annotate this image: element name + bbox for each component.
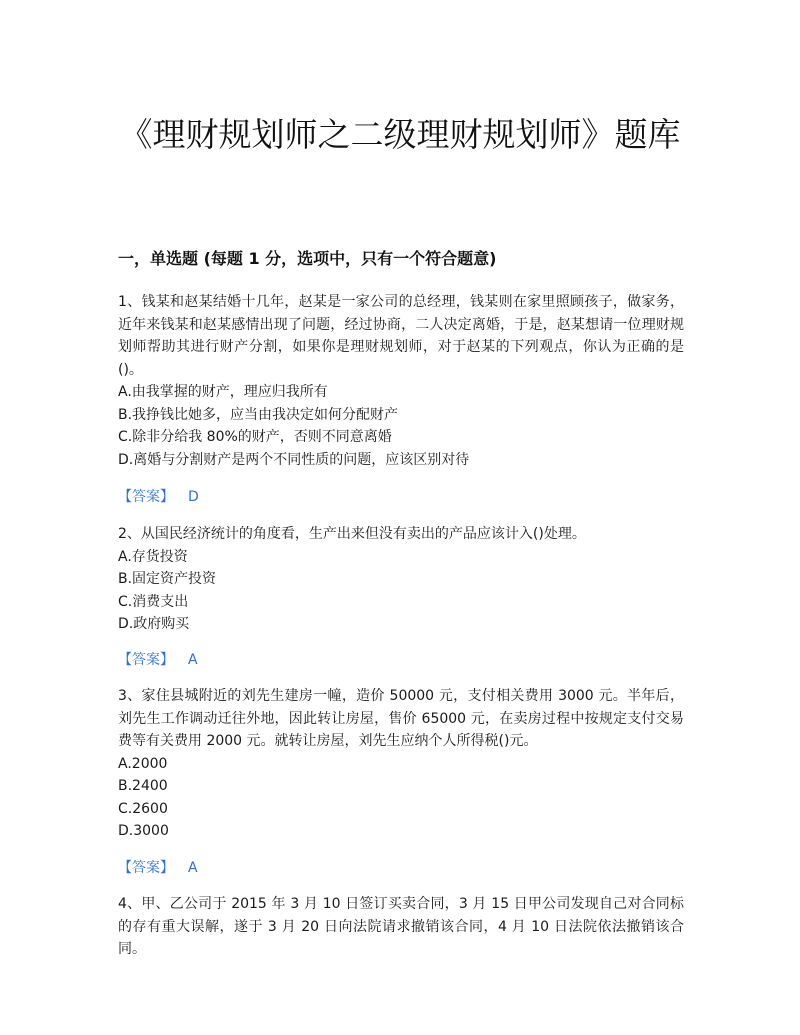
option-b: B.我挣钱比她多，应当由我决定如何分配财产 — [118, 406, 399, 423]
section-heading: 一，单选题 (每题 1 分，选项中，只有一个符合题意) — [118, 249, 497, 268]
answer-tag: 【答案】 — [118, 652, 174, 668]
option-b: B.固定资产投资 — [118, 571, 217, 587]
answer-value: A — [188, 860, 198, 876]
question-1 — [118, 291, 684, 471]
answer-value: D — [188, 489, 199, 505]
question-stem: 1、钱某和赵某结婚十几年，赵某是一家公司的总经理，钱某则在家里照顾孩子，做家务，近年来钱某和赵某感情出现了问题，经过协商，二人决定离婚，于是，赵某想请一位理财规划师帮助其进行财产分割，如果你是理财规划师，对于赵某的下列观点，你认为正确的是()。 — [118, 294, 684, 378]
option-a: A.存货投资 — [118, 548, 188, 565]
option-a: A.由我掌握的财产，理应归我所有 — [118, 384, 328, 400]
option-d: D.政府购买 — [118, 616, 190, 632]
question-4 — [118, 893, 684, 961]
answer-line-1 — [118, 487, 199, 507]
answer-tag: 【答案】 — [118, 489, 174, 505]
option-d: D.离婚与分割财产是两个不同性质的问题，应该区别对待 — [118, 451, 470, 468]
option-d: D.3000 — [118, 823, 169, 839]
option-c: C.消费支出 — [118, 593, 189, 610]
option-c: C.除非分给我 80%的财产，否则不同意离婚 — [118, 429, 392, 445]
answer-value: A — [188, 652, 198, 668]
question-2 — [118, 523, 684, 636]
question-stem: 3、家住县城附近的刘先生建房一幢，造价 50000 元，支付相关费用 3000 元。半年后，刘先生工作调动迁往外地，因此转让房屋，售价 65000 元，在卖房过程中按规定支付交易费等有关费用 2000 元。就转让房屋，刘先生应纳个人所得税()元。 — [118, 688, 684, 749]
document-title: 《理财规划师之二级理财规划师》题库 — [119, 115, 681, 154]
option-c: C.2600 — [118, 800, 168, 817]
answer-line-3 — [118, 858, 198, 878]
question-stem: 4、甲、乙公司于 2015 年 3 月 10 日签订买卖合同，3 月 15 日甲公司发现自己对合同标的存有重大误解，遂于 3 月 20 日向法院请求撤销该合同，4 月 10 日法院依法撤销该合同。 — [118, 896, 684, 957]
option-b: B.2400 — [118, 778, 168, 794]
question-stem: 2、从国民经济统计的角度看，生产出来但没有卖出的产品应该计入()处理。 — [118, 526, 586, 542]
question-3 — [118, 685, 684, 843]
answer-tag: 【答案】 — [118, 860, 174, 876]
option-a: A.2000 — [118, 755, 168, 772]
answer-line-2 — [118, 650, 198, 670]
